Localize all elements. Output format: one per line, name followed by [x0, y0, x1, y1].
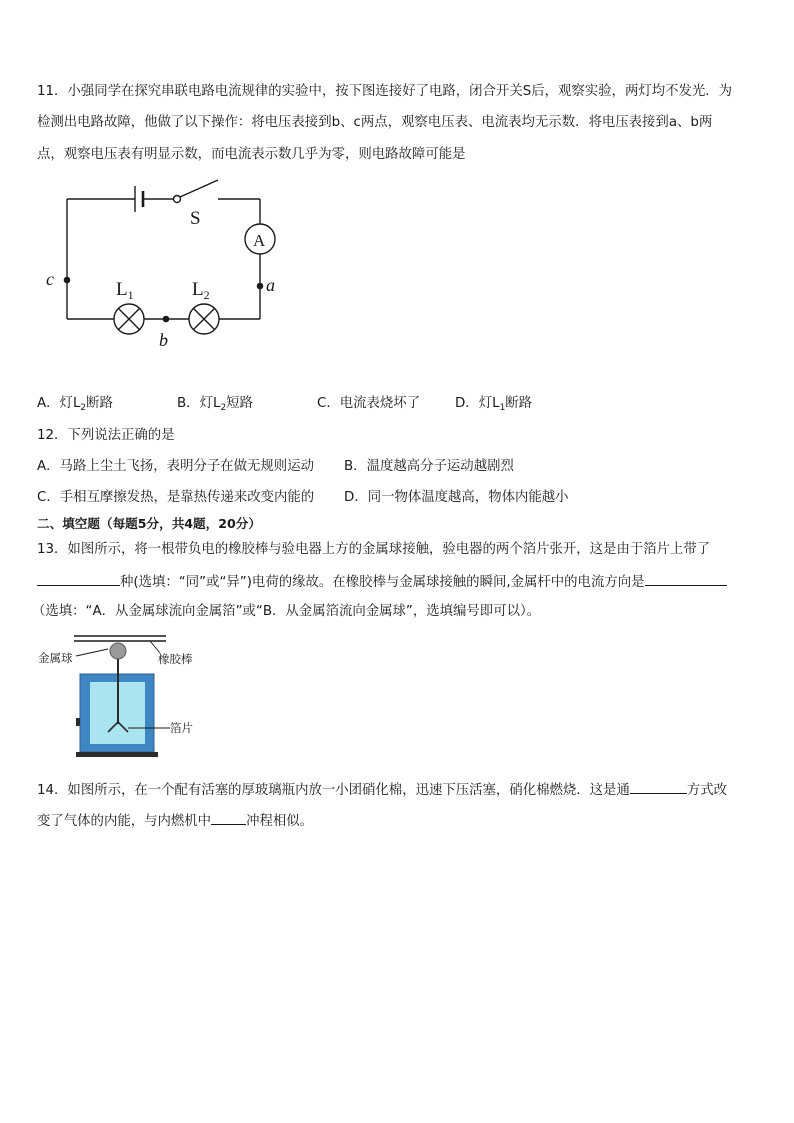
lamp-l1-label: $L_1$ — [116, 279, 134, 302]
q13-blank-1[interactable] — [37, 572, 120, 586]
section-heading-fill-in: 二、填空题（每题5分，共4题，20分） — [37, 516, 261, 531]
q11-options — [37, 395, 532, 417]
lamp-l2-label: $L_2$ — [192, 279, 210, 302]
leader-ball — [76, 649, 108, 656]
point-a-dot — [257, 283, 264, 290]
q13-line-2 — [37, 572, 727, 592]
q11-option-d: D．灯$L_1$断路 — [455, 396, 533, 413]
q12-options-row-1 — [37, 458, 514, 476]
point-b-label: b — [159, 330, 168, 350]
q14-line-2: 变了气体的内能，与内燃机中 冲程相似。 — [37, 811, 313, 831]
q11-option-a: A．灯$L_2$断路 — [37, 396, 113, 413]
q11-line-2: 检测出电路故障，他做了以下操作：将电压表接到b、c两点，观察电压表、电流表均无示数．将电压表接到a、b两 — [37, 115, 713, 130]
q12-option-d: D．同一物体温度越高，物体内能越小 — [344, 490, 569, 505]
q12-options-row-2 — [37, 489, 569, 507]
switch-label: S — [190, 208, 201, 229]
q11-line-3: 点，观察电压表有明显示数，而电流表示数几乎为零，则电路故障可能是 — [37, 147, 466, 162]
q13-line-3: （选填：“A．从金属球流向金属箔”或“B．从金属箔流向金属球”，选填编号即可以）。 — [32, 604, 541, 619]
q14-blank-1[interactable] — [630, 780, 687, 794]
q13-line-2-text: 种(选填：“同”或“异”)电荷的缘故。在橡胶棒与金属球接触的瞬间,金属杆中的电流方向是 — [120, 575, 645, 590]
q12-stem: 12．下列说法正确的是 — [37, 428, 175, 443]
q12-option-b: B．温度越高分子运动越剧烈 — [344, 459, 514, 474]
jar-knob — [76, 718, 80, 726]
q13-blank-2[interactable] — [645, 572, 727, 586]
q11-option-c: C．电流表烧坏了 — [317, 396, 421, 411]
electroscope-figure — [36, 632, 206, 762]
label-metal-ball: 金属球 — [38, 651, 73, 665]
switch-pivot — [174, 196, 181, 203]
q11-line-1: 11．小强同学在探究串联电路电流规律的实验中，按下图连接好了电路，闭合开关S后，观察实验，两灯均不发光．为 — [37, 84, 733, 99]
point-a-label: a — [266, 275, 275, 295]
q13-line-1: 13．如图所示，将一根带负电的橡胶棒与验电器上方的金属球接触，验电器的两个箔片张开，这是由于箔片上带了 — [37, 542, 711, 557]
label-foil: 箔片 — [170, 721, 193, 735]
label-rubber-rod: 橡胶棒 — [158, 652, 193, 666]
jar-base — [76, 752, 158, 757]
q12-option-a: A．马路上尘土飞扬，表明分子在做无规则运动 — [37, 459, 314, 474]
point-c-dot — [64, 277, 71, 284]
q14-line-1: 14．如图所示，在一个配有活塞的厚玻璃瓶内放一小团硝化棉，迅速下压活塞，硝化棉燃烧．这是通 方式改 — [37, 780, 727, 800]
ammeter-label: A — [253, 231, 266, 250]
q11-option-b: B．灯$L_2$短路 — [177, 396, 253, 413]
metal-ball — [110, 643, 126, 659]
q12-option-c: C．手相互摩擦发热，是靠热传递来改变内能的 — [37, 490, 315, 505]
switch-blade — [180, 180, 218, 197]
circuit-diagram — [40, 172, 290, 357]
q14-blank-2[interactable] — [211, 811, 246, 825]
point-b-dot — [163, 316, 170, 323]
point-c-label: c — [46, 269, 54, 289]
